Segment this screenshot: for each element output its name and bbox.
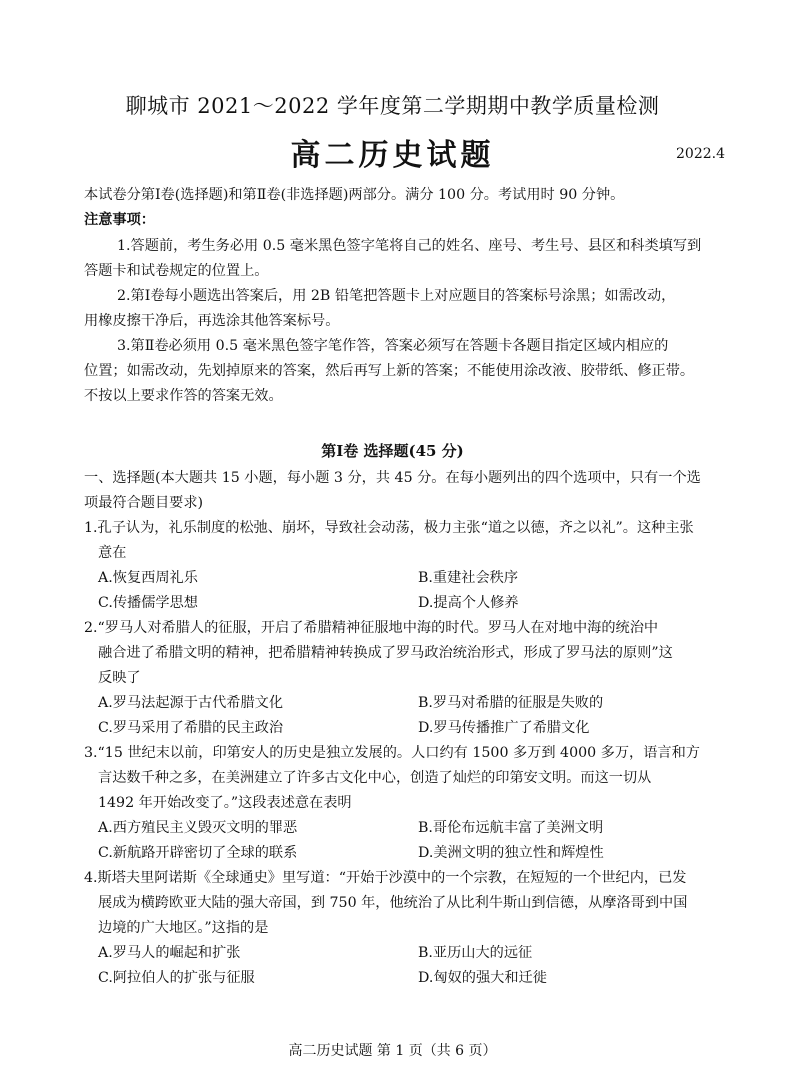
question-4-stem: 展成为横跨欧亚大陆的强大帝国，到 750 年，他统治了从比利牛斯山到信德，从摩洛哥到中国 bbox=[98, 895, 688, 911]
question-2-option-a: A.罗马法起源于古代希腊文化 bbox=[98, 695, 284, 711]
exam-date: 2022.4 bbox=[676, 146, 725, 162]
question-1-option-d: D.提高个人修养 bbox=[418, 595, 519, 611]
section-instruction: 项最符合题目要求) bbox=[84, 495, 204, 511]
question-2-option-b: B.罗马对希腊的征服是失败的 bbox=[418, 695, 604, 711]
question-1-option-b: B.重建社会秩序 bbox=[418, 570, 519, 586]
question-2-stem: 融合进了希腊文明的精神，把希腊精神转换成了罗马政治统治形式，形成了罗马法的原则”这 bbox=[98, 645, 673, 661]
question-1-stem: 意在 bbox=[98, 545, 127, 561]
section-title: 第Ⅰ卷 选择题(45 分) bbox=[321, 442, 464, 460]
question-3-option-b: B.哥伦布远航丰富了美洲文明 bbox=[418, 820, 604, 836]
notice-heading: 注意事项： bbox=[84, 212, 155, 228]
question-3-option-c: C.新航路开辟密切了全球的联系 bbox=[98, 845, 298, 861]
notice-line: 位置；如需改动，先划掉原来的答案，然后再写上新的答案；不能使用涂改液、胶带纸、修正带。 bbox=[84, 363, 695, 379]
question-3-stem: 言达数千种之多，在美洲建立了许多古文化中心，创造了灿烂的印第安文明。而这一切从 bbox=[98, 770, 652, 786]
question-3-option-d: D.美洲文明的独立性和辉煌性 bbox=[418, 845, 604, 861]
page-footer: 高二历史试题 第 1 页（共 6 页） bbox=[288, 1043, 497, 1059]
question-4-stem: 边境的广大地区。”这指的是 bbox=[98, 920, 269, 936]
notice-line: 用橡皮擦干净后，再选涂其他答案标号。 bbox=[84, 313, 340, 329]
question-1-option-c: C.传播儒学思想 bbox=[98, 595, 198, 611]
question-3-stem: 1492 年开始改变了。”这段表述意在表明 bbox=[98, 795, 352, 811]
notice-line: 3.第Ⅱ卷必须用 0.5 毫米黑色签字笔作答，答案必须写在答题卡各题目指定区域内相应的 bbox=[117, 338, 669, 354]
subject-title: 高二历史试题 bbox=[290, 138, 495, 173]
question-4-option-b: B.亚历山大的远征 bbox=[418, 945, 533, 961]
question-3-stem: 3.“15 世纪末以前，印第安人的历史是独立发展的。人口约有 1500 多万到 4000 多万，语言和方 bbox=[84, 745, 700, 761]
intro-text: 本试卷分第Ⅰ卷(选择题)和第Ⅱ卷(非选择题)两部分。满分 100 分。考试用时 90 分钟。 bbox=[84, 187, 625, 203]
question-1-stem: 1.孔子认为，礼乐制度的松弛、崩坏，导致社会动荡，极力主张“道之以德，齐之以礼”。这种主张 bbox=[84, 520, 694, 536]
notice-line: 1.答题前，考生务必用 0.5 毫米黑色签字笔将自己的姓名、座号、考生号、县区和科类填写到 bbox=[117, 238, 702, 254]
question-4-option-c: C.阿拉伯人的扩张与征服 bbox=[98, 970, 255, 986]
question-3-option-a: A.西方殖民主义毁灭文明的罪恶 bbox=[98, 820, 298, 836]
notice-line: 2.第Ⅰ卷每小题选出答案后，用 2B 铅笔把答题卡上对应题目的答案标号涂黑；如需改动， bbox=[117, 288, 676, 304]
question-2-stem: 反映了 bbox=[98, 670, 141, 686]
question-2-stem: 2.“罗马人对希腊人的征服，开启了希腊精神征服地中海的时代。罗马人在对地中海的统治中 bbox=[84, 620, 659, 636]
question-2-option-c: C.罗马采用了希腊的民主政治 bbox=[98, 720, 284, 736]
notice-line: 不按以上要求作答的答案无效。 bbox=[84, 388, 283, 404]
exam-name-heading: 聊城市 2021～2022 学年度第二学期期中教学质量检测 bbox=[125, 94, 660, 118]
notice-line: 答题卡和试卷规定的位置上。 bbox=[84, 263, 269, 279]
question-4-option-a: A.罗马人的崛起和扩张 bbox=[98, 945, 241, 961]
section-instruction: 一、选择题(本大题共 15 小题，每小题 3 分，共 45 分。在每小题列出的四个选项中，只有一个选 bbox=[84, 470, 701, 486]
question-4-stem: 4.斯塔夫里阿诺斯《全球通史》里写道：“开始于沙漠中的一个宗教，在短短的一个世纪内，已发 bbox=[84, 870, 687, 886]
question-1-option-a: A.恢复西周礼乐 bbox=[98, 570, 198, 586]
question-2-option-d: D.罗马传播推广了希腊文化 bbox=[418, 720, 590, 736]
question-4-option-d: D.匈奴的强大和迁徙 bbox=[418, 970, 547, 986]
